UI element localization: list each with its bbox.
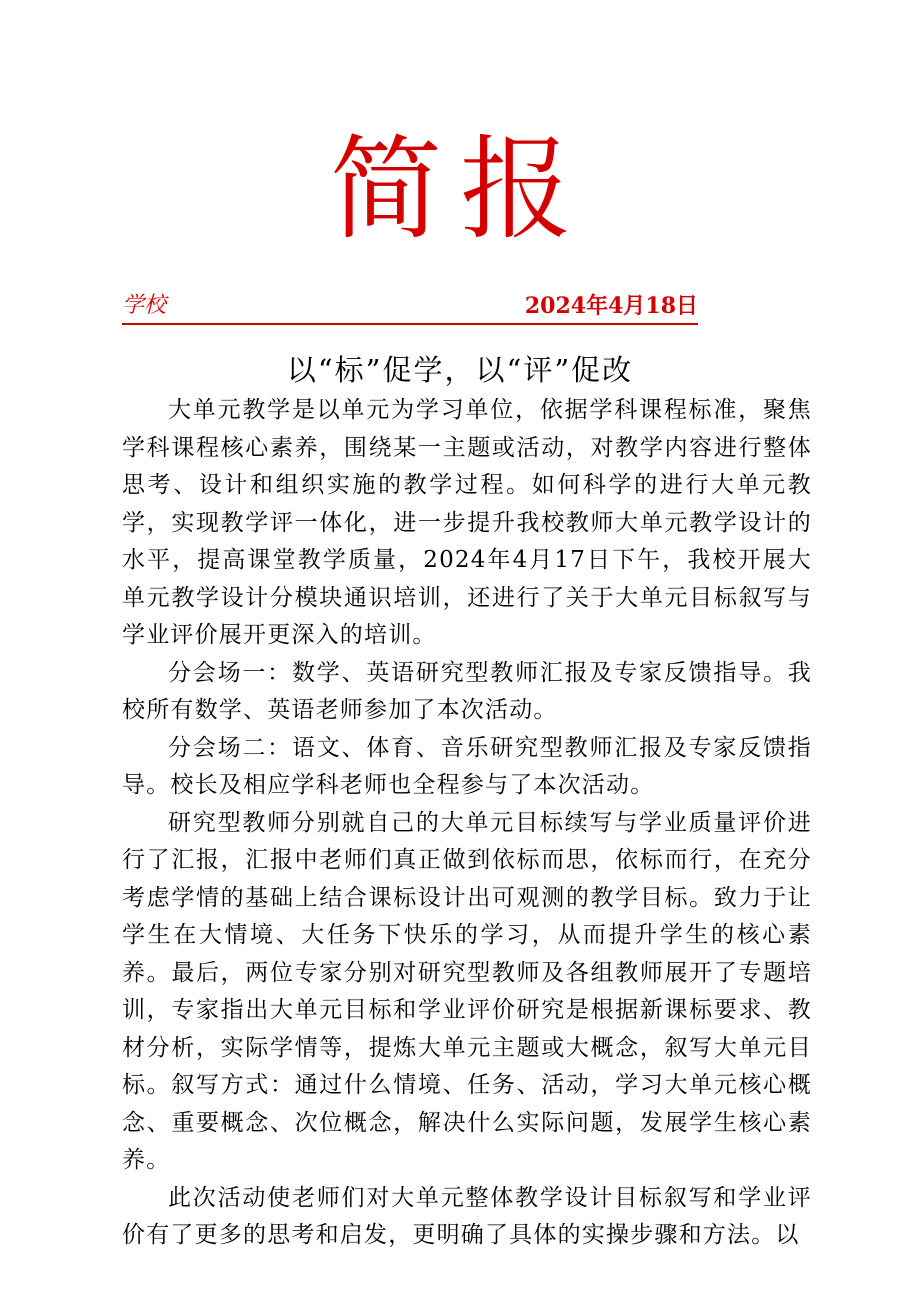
paragraph-venue-one: 分会场一：数学、英语研究型教师汇报及专家反馈指导。我校所有数学、英语老师参加了本次活动。 (122, 659, 812, 723)
header-line (122, 293, 698, 325)
paragraph-intro: 大单元教学是以单元为学习单位，依据学科课程标准，聚焦学科课程核心素养，围绕某一主题或活动，对教学内容进行整体思考、设计和组织实施的教学过程。如何科学的进行大单元教学，实现教学评一体化，进一步提升我校教师大单元教学设计的水平，提高课堂教学质量，2024年4月17日下午，我校开展大单元教学设计分模块通识培训，还进行了关于大单元目标叙写与学业评价展开更深入的培训。 (122, 397, 812, 648)
issue-date: 2024年4月18日 (524, 293, 698, 319)
paragraph-report: 研究型教师分别就自己的大单元目标续写与学业质量评价进行了汇报，汇报中老师们真正做到依标而思，依标而行，在充分考虑学情的基础上结合课标设计出可观测的教学目标。致力于让学生在大情境、大任务下快乐的学习，从而提升学生的核心素养。最后，两位专家分别对研究型教师及各组教师展开了专题培训，专家指出大单元目标和学业评价研究是根据新课标要求、教材分析，实际学情等，提炼大单元主题或大概念，叙写大单元目标。叙写方式：通过什么情境、任务、活动，学习大单元核心概念、重要概念、次位概念，解决什么实际问题，发展学生核心素养。 (122, 809, 812, 1173)
paragraph-conclusion: 此次活动使老师们对大单元整体教学设计目标叙写和学业评价有了更多的思考和启发，更明确了具体的实操步骤和方法。以 (122, 1184, 812, 1248)
article-title: 以“标”促学，以“评”促改 (286, 353, 634, 387)
paragraph-venue-two: 分会场二：语文、体育、音乐研究型教师汇报及专家反馈指导。校长及相应学科老师也全程参与了本次活动。 (122, 734, 812, 798)
article-body (122, 392, 812, 1255)
masthead-title: 简报 (330, 125, 590, 255)
school-name: 学校 (122, 293, 167, 318)
